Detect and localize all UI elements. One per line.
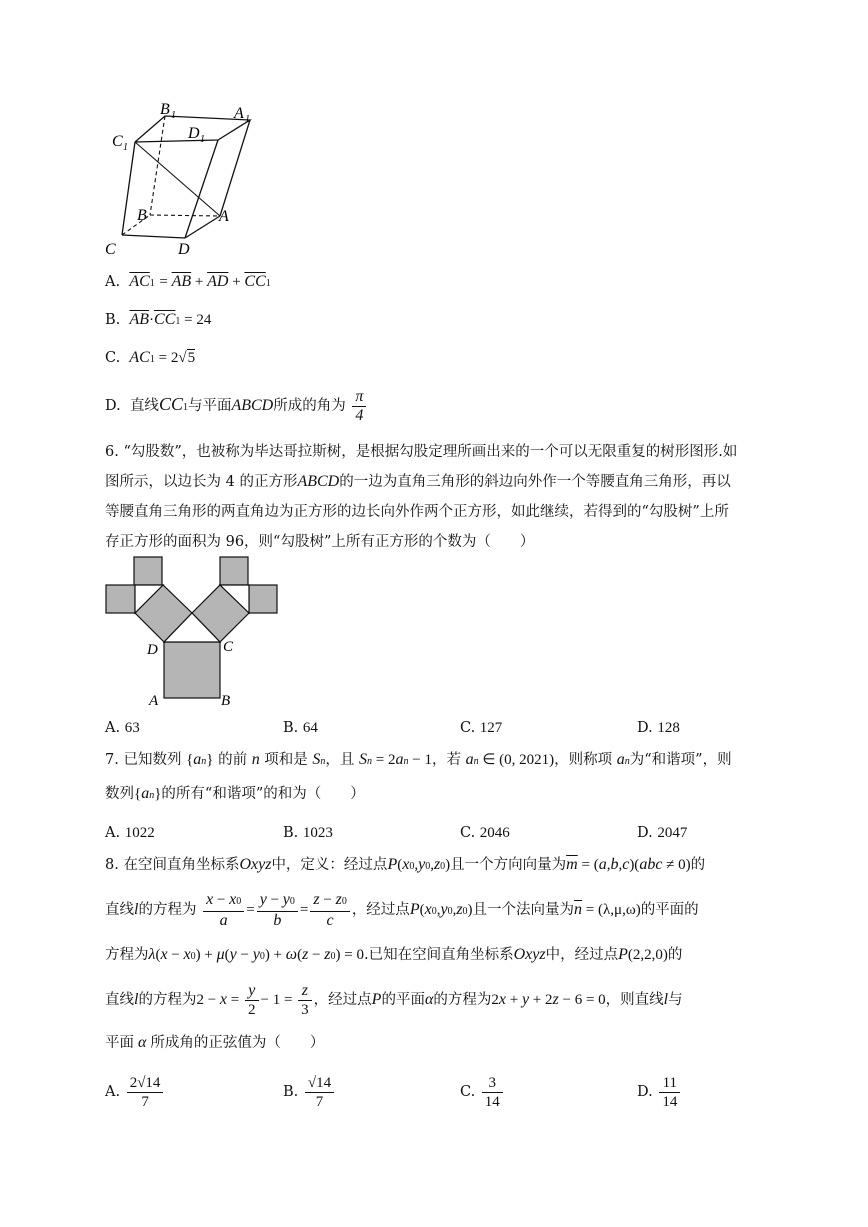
- option-letter: A.: [105, 274, 121, 290]
- text: 的平面的: [640, 902, 699, 918]
- q5-option-c: C. AC1 = 2√5: [105, 349, 196, 366]
- label-A: A: [149, 693, 159, 709]
- option-letter: C.: [105, 350, 121, 366]
- range: (0, 2021): [499, 752, 555, 768]
- pythagoras-tree-figure: [100, 550, 290, 712]
- text: ，则直线: [605, 992, 664, 1008]
- text: 的方程为: [138, 992, 197, 1008]
- parallelepiped-figure: [100, 98, 270, 263]
- label-B: B: [221, 693, 231, 709]
- q6-option-c: C. 127: [460, 720, 503, 736]
- text: 7. 已知数列: [105, 752, 182, 768]
- q7-option-a: A. 1022: [105, 825, 155, 841]
- q8-line-1: 8. 在空间直角坐标系Oxyz中，定义：经过点P(x0,y0,z0)且一个方向向量为$\overline{m} = (a,b,c)(abc \ne 0)$的: [105, 856, 706, 873]
- q8-line-3: 方程为λ(x − x0) + μ(y − y0) + ω(z − z0) = 0.已知在空间直角坐标系Oxyz中，经过点P(2,2,0)的: [105, 946, 683, 963]
- text: .已知在空间直角坐标系: [363, 947, 514, 963]
- text: 的一边为直角三角形的斜边向外作一个等腰直角三角形，再以: [339, 474, 731, 490]
- q8-option-b: B. $\frac{√14}{7}$: [283, 1072, 336, 1112]
- text: 所成的角为: [273, 398, 346, 414]
- label-C1: C: [112, 133, 123, 150]
- label-C: C: [223, 639, 234, 655]
- fraction: $\frac{11}{14}$: [659, 1074, 680, 1111]
- q8-line-2: 直线l的方程为 $\frac{x - x0}{a}$ = $\frac{y - y0}{b}$ = $\frac{z - z0}{c}$ ，经过点P(x0,y0,z0)且一个法向量为$\overline{n} = (\lambda,\mu,\omega)$的平面的: [105, 890, 699, 929]
- text: 直线: [105, 902, 134, 918]
- q6-option-b: B. 64: [283, 720, 318, 736]
- q6-option-a: A. 63: [105, 720, 140, 736]
- q8-option-c: C. $\frac{3}{14}$: [460, 1072, 505, 1112]
- text: 的前: [218, 752, 248, 768]
- fraction: $\frac{2√14}{7}$: [127, 1074, 164, 1111]
- label-D1-sub: 1: [200, 134, 205, 145]
- text: 平面: [105, 1035, 134, 1051]
- text: 且一个方向向量为: [450, 857, 567, 873]
- text: 中，经过点: [545, 947, 619, 963]
- label-C1-sub: 1: [123, 142, 128, 153]
- text: ，若: [431, 752, 461, 768]
- coord-system: Oxyz: [239, 856, 272, 873]
- label-D: D: [178, 241, 190, 258]
- fraction: $\frac{3}{14}$: [482, 1074, 503, 1111]
- label-B1-sub: 1: [171, 110, 176, 121]
- q7-option-b: B. 1023: [283, 825, 333, 841]
- fraction: $\frac{z - z0}{c}$: [310, 891, 349, 930]
- text: 所成角的正弦值为（ ）: [150, 1035, 325, 1051]
- text: 的方程为: [138, 902, 197, 918]
- q6-line-4: 存正方形的面积为 96，则“勾股树”上所有正方形的个数为（ ）: [105, 534, 535, 550]
- fraction: $\frac{√14}{7}$: [305, 1074, 334, 1111]
- label-A1-sub: 1: [245, 114, 250, 125]
- text: 直线: [105, 992, 134, 1008]
- radicand: 5: [187, 350, 196, 366]
- text: ，且: [325, 752, 355, 768]
- text: 中，定义：经过点: [271, 857, 388, 873]
- text: 的平面: [381, 992, 425, 1008]
- text: 图所示，以边长为 4 的正方形: [105, 474, 298, 490]
- option-letter: B.: [105, 312, 121, 328]
- q6-line-3: 等腰直角三角形的两直角边为正方形的边长向外作两个正方形，如此继续，若得到的“勾股树”上所: [105, 504, 729, 520]
- fraction: $\frac{y}{2}$: [245, 982, 259, 1019]
- text: 直线: [129, 398, 159, 414]
- text: 8. 在空间直角坐标系: [105, 857, 240, 873]
- label-A: A: [219, 208, 229, 225]
- label-A1: A: [234, 105, 244, 122]
- q5-option-b: B. $\overline{AB}\cdot\overline{CC}1 = 24$: [105, 311, 212, 328]
- q6-option-d: D. 128: [637, 720, 680, 736]
- text: 项和是: [264, 752, 308, 768]
- text: 且一个法向量为: [472, 902, 575, 918]
- text: 方程为: [105, 947, 149, 963]
- text: ，经过点: [351, 902, 410, 918]
- coord-system: Oxyz: [513, 946, 546, 963]
- q8-line-5: 平面 α 所成角的正弦值为（ ）: [105, 1034, 325, 1051]
- label-C: C: [105, 241, 116, 258]
- q6-line-2: [105, 472, 731, 492]
- q7-line-1: 7. 已知数列 {an} 的前 n 项和是 Sn，且 Sn = 2an − 1，若 an ∈ (0, 2021)，则称项 an为“和谐项”，则: [105, 751, 732, 768]
- text: 的方程为: [433, 992, 492, 1008]
- q8-option-d: D. $\frac{11}{14}$: [637, 1072, 682, 1112]
- plane-name: ABCD: [231, 397, 274, 414]
- text: 数列: [105, 786, 134, 802]
- q5-option-a: A. $\overline{AC}1 = \overline{AB} + \overline{AD} + \overline{CC}1$: [105, 273, 271, 290]
- text: 为“和谐项”，则: [629, 752, 732, 768]
- option-letter: D.: [105, 398, 121, 414]
- text: ，则称项: [554, 752, 613, 768]
- q8-option-a: A. $\frac{2√14}{7}$: [105, 1072, 165, 1112]
- fraction: $\frac{x - x0}{a}$: [203, 891, 244, 930]
- label-B: B: [137, 207, 147, 224]
- option-value: 24: [196, 312, 212, 328]
- q6-line-1: 6. “勾股数”，也被称为毕达哥拉斯树，是根据勾股定理所画出来的一个可以无限重复的树形图形.如: [105, 444, 738, 460]
- label-D1: D: [188, 125, 200, 142]
- text: 与平面: [187, 398, 232, 414]
- q8-line-4: 直线l的方程为2 − x = $\frac{y}{2}$ − 1 = $\frac{z}{3}$ ，经过点P的平面α的方程为2x + y + 2z − 6 = 0，则直线l与: [105, 981, 683, 1018]
- fraction: $\frac{\pi}{4}$: [352, 388, 366, 425]
- fraction: $\frac{z}{3}$: [298, 982, 312, 1019]
- square-name: ABCD: [297, 473, 340, 490]
- text: ，经过点: [313, 992, 372, 1008]
- fraction: $\frac{y - y0}{b}$: [257, 891, 298, 930]
- label-D: D: [147, 642, 158, 658]
- q7-option-d: D. 2047: [637, 825, 688, 841]
- q7-line-2: 数列{an}的所有“和谐项”的和为（ ）: [105, 785, 365, 802]
- text: 与: [668, 992, 683, 1008]
- text: 的: [690, 857, 706, 873]
- q7-option-c: C. 2046: [460, 825, 510, 841]
- text: 的所有“和谐项”的和为（ ）: [161, 786, 365, 802]
- q5-option-d: D. 直线CC1与平面ABCD所成的角为 $\frac{\pi}{4}$: [105, 385, 368, 427]
- label-B1: B: [160, 101, 170, 118]
- coef: 2: [170, 350, 179, 366]
